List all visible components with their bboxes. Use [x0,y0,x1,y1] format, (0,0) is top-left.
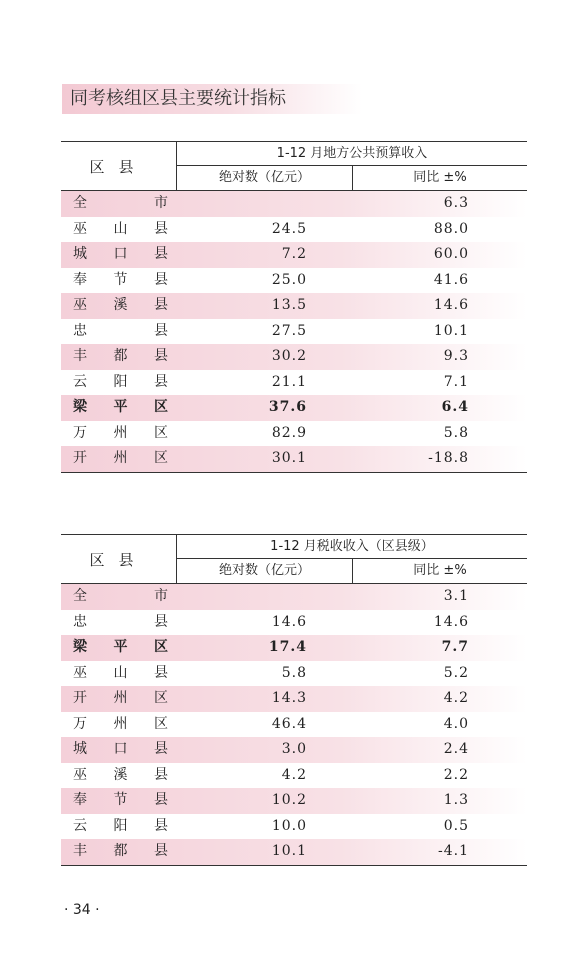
county-name-char: 县 [154,792,168,808]
yoy-value: 9.3 [443,348,469,364]
county-name-char: 区 [154,399,168,415]
county-name-char: 平 [113,399,128,415]
table-row [61,293,527,319]
table-row [61,635,527,661]
county-name-char: 节 [113,271,128,288]
absolute-value: 30.1 [271,450,307,466]
county-name-char: 区 [154,450,168,466]
table-row [61,344,527,370]
county-name-char: 平 [113,639,128,655]
county-name [73,370,168,396]
county-name-char: 县 [154,664,168,681]
absolute-value: 37.6 [268,399,307,415]
county-name-char: 巫 [73,220,87,237]
county-name [73,788,168,814]
yoy-value: 10.1 [433,322,469,339]
table-row [61,421,527,447]
yoy-value: 88.0 [433,220,469,237]
county-name-char: 山 [113,664,128,681]
table-row [61,268,527,294]
county-name-char: 都 [113,348,128,364]
absolute-value: 46.4 [271,715,307,732]
table-row [61,191,527,217]
county-name [73,268,168,294]
absolute-value: 10.2 [271,792,307,808]
county-name-char: 区 [154,715,168,732]
county-name-char: 都 [113,843,128,859]
county-name [73,395,168,421]
absolute-value: 27.5 [271,322,307,339]
county-name-char: 县 [154,741,168,757]
county-name-char: 开 [73,690,87,706]
table-row [61,814,527,840]
table-row [61,584,527,610]
absolute-value: 24.5 [271,220,307,237]
yoy-value: 4.0 [443,715,469,732]
county-name-char: 区 [154,424,168,441]
yoy-value: 6.4 [441,399,469,415]
absolute-value: 25.0 [271,271,307,288]
table-row [61,610,527,636]
absolute-value: 10.1 [271,843,307,859]
county-name-char: 口 [113,246,128,262]
yoy-header: 同比 ±% [413,170,467,185]
county-name-char: 阳 [113,373,128,390]
yoy-value: 2.2 [443,766,469,783]
county-name-char: 忠 [73,613,87,630]
county-header: 区县 [61,142,177,190]
county-name [73,635,168,661]
table-row [61,737,527,763]
county-name-char: 忠 [73,322,87,339]
yoy-header: 同比 ±% [413,563,467,578]
county-name-char: 开 [73,450,87,466]
yoy-value: 14.6 [433,613,469,630]
county-name-char: 巫 [73,664,87,681]
table-row [61,661,527,687]
county-name [73,584,168,610]
county-name-char: 市 [154,195,168,211]
absolute-value: 82.9 [271,424,307,441]
county-name-char: 梁 [73,639,87,655]
table-row [61,319,527,345]
absolute-value: 30.2 [271,348,307,364]
county-name-char: 溪 [113,297,128,313]
county-name [73,661,168,687]
county-name-char: 巫 [73,766,87,783]
yoy-value: 0.5 [443,817,469,834]
county-name [73,446,168,472]
table-row [61,446,527,472]
county-name [73,839,168,865]
yoy-value: 5.8 [443,424,469,441]
absolute-value: 5.8 [281,664,307,681]
table-body [61,191,527,473]
county-name-char: 城 [73,741,87,757]
county-name-char: 丰 [73,843,87,859]
county-name-char: 县 [154,348,168,364]
county-name-char: 州 [113,690,128,706]
county-name-char: 区 [154,639,168,655]
table-row [61,686,527,712]
table-row [61,370,527,396]
county-name [73,191,168,217]
table-row [61,712,527,738]
county-name-char: 州 [113,424,128,441]
county-name [73,763,168,789]
yoy-value: 14.6 [433,297,469,313]
county-name-char: 县 [154,246,168,262]
county-name [73,421,168,447]
county-name-char: 州 [113,715,128,732]
county-name-char: 万 [73,715,87,732]
absolute-value: 13.5 [271,297,307,313]
absolute-value: 10.0 [271,817,307,834]
tax-revenue-table [61,534,527,866]
table-row [61,839,527,865]
county-name [73,344,168,370]
county-name-char: 云 [73,817,87,834]
absolute-value: 14.3 [271,690,307,706]
table-row [61,763,527,789]
table-row [61,217,527,243]
yoy-value: 60.0 [433,246,469,262]
county-name-char: 口 [113,741,128,757]
county-header: 区县 [61,535,177,583]
table-row [61,395,527,421]
county-name-char: 市 [154,588,168,604]
county-name-char: 全 [73,588,87,604]
yoy-value: 5.2 [443,664,469,681]
county-name-char: 山 [113,220,128,237]
county-name-char: 全 [73,195,87,211]
table-body [61,584,527,866]
county-name-char: 城 [73,246,87,262]
county-name [73,737,168,763]
county-name-char: 县 [154,373,168,390]
county-name [73,217,168,243]
county-name-char: 县 [154,271,168,288]
table-title: 1-12 月地方公共预算收入 [177,142,527,166]
yoy-value: 7.1 [443,373,469,390]
yoy-value: 3.1 [443,588,469,604]
county-name-char: 阳 [113,817,128,834]
county-name-char: 县 [154,220,168,237]
county-name-char: 区 [154,690,168,706]
county-name-char: 节 [113,792,128,808]
county-name [73,610,168,636]
county-name-char: 奉 [73,271,87,288]
county-name-char: 巫 [73,297,87,313]
absolute-value: 17.4 [268,639,307,655]
county-name-char: 县 [154,297,168,313]
yoy-value: 2.4 [443,741,469,757]
absolute-value: 4.2 [281,766,307,783]
county-name [73,712,168,738]
table-row [61,788,527,814]
county-name [73,319,168,345]
yoy-value: 4.2 [443,690,469,706]
county-name-char: 云 [73,373,87,390]
yoy-value: 41.6 [433,271,469,288]
page-number: · 34 · [64,902,100,918]
absolute-header: 绝对数（亿元） [177,166,353,190]
table-row [61,242,527,268]
table-title: 1-12 月税收收入（区县级） [177,535,527,559]
absolute-header: 绝对数（亿元） [177,559,353,583]
absolute-value: 3.0 [281,741,307,757]
county-name-char: 梁 [73,399,87,415]
absolute-value: 7.2 [281,246,307,262]
county-name [73,242,168,268]
budget-revenue-table [61,141,527,473]
county-name [73,686,168,712]
county-name-char: 县 [154,322,168,339]
county-name-char: 县 [154,817,168,834]
yoy-value: -4.1 [438,843,469,859]
county-name-char: 州 [113,450,128,466]
county-name-char: 丰 [73,348,87,364]
county-name-char: 县 [154,766,168,783]
table-header [61,141,527,191]
absolute-value: 21.1 [271,373,307,390]
yoy-value: 1.3 [443,792,469,808]
absolute-value: 14.6 [271,613,307,630]
county-name-char: 奉 [73,792,87,808]
county-name [73,293,168,319]
county-name-char: 溪 [113,766,128,783]
yoy-value: 6.3 [443,195,469,211]
yoy-value: 7.7 [441,639,469,655]
county-name-char: 万 [73,424,87,441]
yoy-value: -18.8 [428,450,469,466]
county-name [73,814,168,840]
county-name-char: 县 [154,843,168,859]
table-header [61,534,527,584]
section-title: 同考核组区县主要统计指标 [62,84,362,114]
county-name-char: 县 [154,613,168,630]
